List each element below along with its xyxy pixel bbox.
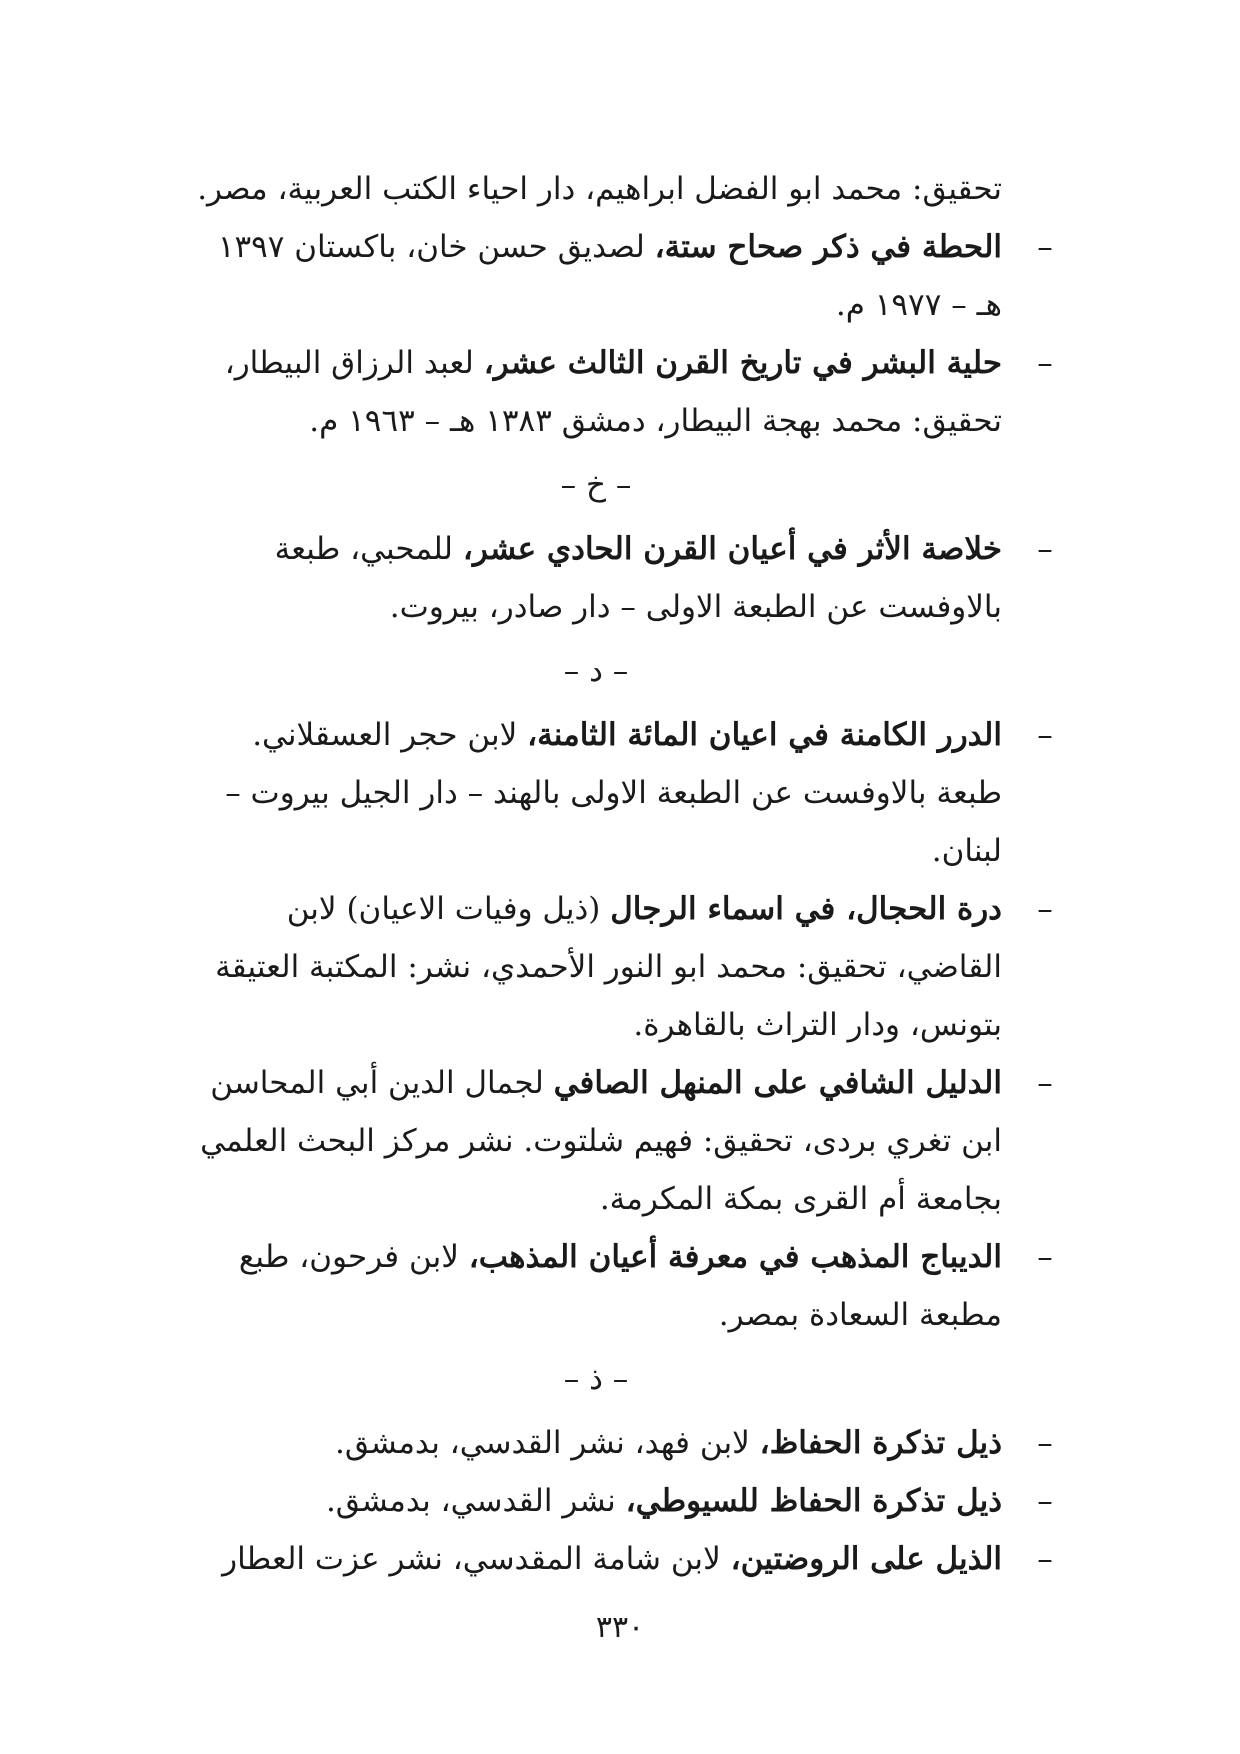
entry-title: درة الحجال، في اسماء الرجال [610,891,1002,927]
entry-dash: – [1037,891,1053,927]
entry-dash: – [1037,1483,1053,1519]
bibliography-entry [190,520,1060,636]
bibliography-entry [190,1472,1060,1530]
entry-title: الديباج المذهب في معرفة أعيان المذهب، [468,1239,1002,1275]
entry-dash: – [1037,229,1053,265]
bibliography-entry [190,218,1060,334]
entry-details: لابن شامة المقدسي، نشر عزت العطار [222,1541,731,1577]
bibliography-entry [190,1414,1060,1472]
entry-details: (ذيل وفيات الاعيان) لابن القاضي، تحقيق: محمد ابو النور الأحمدي، نشر: المكتبة العتيقة بتونس، ودار التراث بالقاهرة. [215,891,1002,1043]
entry-dash: – [1037,1239,1053,1275]
entry-details: لابن حجر العسقلاني. طبعة بالاوفست عن الطبعة الاولى بالهند – دار الجيل بيروت – لبنان. [225,717,1002,869]
entry-dash: – [1037,531,1053,567]
entry-dash: – [1037,1065,1053,1101]
entry-details: لعبد الرزاق البيطار، تحقيق: محمد بهجة البيطار، دمشق ١٣٨٣ هـ – ١٩٦٣ م. [224,345,1002,439]
bibliography-entry [190,1530,1060,1588]
entry-title: ذيل تذكرة الحفاظ، [759,1425,1002,1461]
entry-dash: – [1037,345,1053,381]
page-number: ٣٣٠ [595,1610,645,1645]
section-heading-kha: – خ – [560,467,632,503]
entry-details: للمحبي، طبعة بالاوفست عن الطبعة الاولى – دار صادر، بيروت. [274,531,1002,625]
entry-details: نشر القدسي، بدمشق. [325,1483,626,1519]
bibliography-entry [190,706,1060,880]
section-heading-dal: – د – [563,653,629,689]
bibliography-list [190,160,1060,1588]
bibliography-entry [190,1228,1060,1344]
continuation-text: تحقيق: محمد ابو الفضل ابراهيم، دار احياء الكتب العربية، مصر. [197,171,1002,207]
entry-title: حلية البشر في تاريخ القرن الثالث عشر، [483,345,1002,381]
entry-title: الذيل على الروضتين، [730,1541,1002,1577]
entry-title: الدرر الكامنة في اعيان المائة الثامنة، [527,717,1002,753]
entry-details: لابن فهد، نشر القدسي، بدمشق. [334,1425,760,1461]
bibliography-entry [190,1054,1060,1228]
entry-dash: – [1037,1541,1053,1577]
entry-dash: – [1037,717,1053,753]
bibliography-entry [190,880,1060,1054]
entry-details: لجمال الدين أبي المحاسن ابن تغري بردى، تحقيق: فهيم شلتوت. نشر مركز البحث العلمي بجامعة أم القرى بمكة المكرمة. [200,1065,1002,1217]
bibliography-entry [190,334,1060,450]
entry-dash: – [1037,1425,1053,1461]
entry-title: الحطة في ذكر صحاح ستة، [654,229,1002,265]
entry-details: لصديق حسن خان، باكستان ١٣٩٧ هـ – ١٩٧٧ م. [217,229,1002,323]
section-heading-dhal: – ذ – [563,1361,629,1397]
entry-title: الدليل الشافي على المنهل الصافي [553,1065,1002,1101]
entry-title: خلاصة الأثر في أعيان القرن الحادي عشر، [462,531,1002,567]
entry-title: ذيل تذكرة الحفاظ للسيوطي، [625,1483,1002,1519]
entry-details: لابن فرحون، طبع مطبعة السعادة بمصر. [238,1239,1002,1333]
